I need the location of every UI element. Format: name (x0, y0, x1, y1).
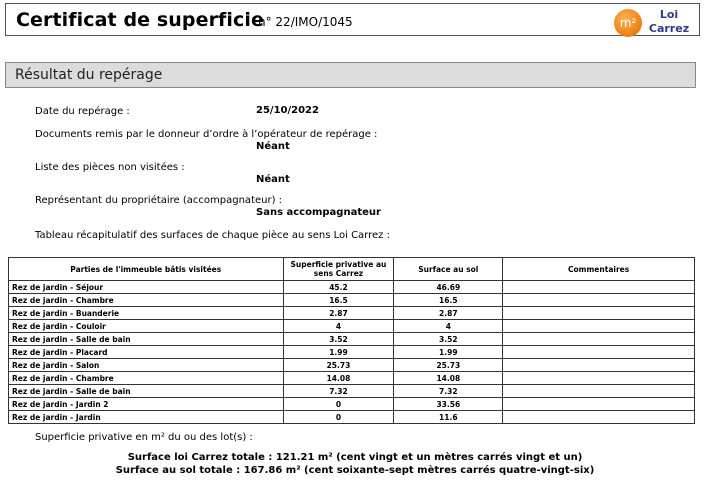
table-row (9, 346, 695, 359)
non-visited-value: Néant (256, 174, 290, 185)
cell-comment (503, 346, 695, 359)
section-title: Résultat du repérage (15, 67, 163, 83)
col-header-parts: Parties de l'immeuble bâtis visitées (9, 258, 284, 281)
cell-part: Rez de jardin - Chambre (9, 294, 284, 307)
cell-carrez: 0 (283, 398, 394, 411)
table-row (9, 385, 695, 398)
cell-part: Rez de jardin - Salle de bain (9, 333, 284, 346)
section-header (5, 62, 696, 88)
certificate-header (5, 3, 700, 36)
cell-sol: 46.69 (394, 281, 503, 294)
representative-label: Représentant du propriétaire (accompagnateur) : (35, 195, 283, 206)
table-row (9, 333, 695, 346)
surfaces-table (8, 257, 695, 424)
cell-carrez: 1.99 (283, 346, 394, 359)
table-row (9, 398, 695, 411)
carrez-total: Surface loi Carrez totale : 121.21 m² (cent vingt et un mètres carrés vingt et un) (127, 452, 583, 463)
cell-carrez: 4 (283, 320, 394, 333)
cell-comment (503, 320, 695, 333)
cell-sol: 25.73 (394, 359, 503, 372)
col-header-comments: Commentaires (503, 258, 695, 281)
summary-label: Superficie privative en m² du ou des lot(s) : (35, 432, 253, 443)
sol-total: Surface au sol totale : 167.86 m² (cent soixante-sept mètres carrés quatre-vingt-six) (115, 465, 595, 476)
cell-carrez: 16.5 (283, 294, 394, 307)
documents-label: Documents remis par le donneur d’ordre à l’opérateur de repérage : (35, 129, 378, 140)
cell-comment (503, 398, 695, 411)
cell-comment (503, 281, 695, 294)
cell-sol: 1.99 (394, 346, 503, 359)
documents-value: Néant (256, 141, 290, 152)
table-intro: Tableau récapitulatif des surfaces de chaque pièce au sens Loi Carrez : (35, 230, 390, 241)
logo-line-1: Loi (659, 8, 679, 21)
cell-part: Rez de jardin - Chambre (9, 372, 284, 385)
cell-comment (503, 411, 695, 424)
date-label: Date du repérage : (35, 106, 130, 117)
cell-part: Rez de jardin - Placard (9, 346, 284, 359)
cell-comment (503, 385, 695, 398)
logo-line-2: Carrez (648, 22, 690, 35)
table-row (9, 372, 695, 385)
cell-carrez: 7.32 (283, 385, 394, 398)
cell-part: Rez de jardin - Buanderie (9, 307, 284, 320)
cell-comment (503, 307, 695, 320)
table-row (9, 320, 695, 333)
cell-carrez: 2.87 (283, 307, 394, 320)
cell-sol: 14.08 (394, 372, 503, 385)
cell-part: Rez de jardin - Couloir (9, 320, 284, 333)
table-row (9, 359, 695, 372)
col-header-sol: Surface au sol (394, 258, 503, 281)
m2-logo-icon (614, 9, 642, 37)
table-header-row (9, 258, 695, 281)
cell-carrez: 0 (283, 411, 394, 424)
cell-comment (503, 294, 695, 307)
loi-carrez-logo (647, 8, 691, 36)
cell-sol: 4 (394, 320, 503, 333)
table-row (9, 294, 695, 307)
table-row (9, 281, 695, 294)
representative-value: Sans accompagnateur (256, 207, 381, 218)
cell-comment (503, 333, 695, 346)
cell-sol: 3.52 (394, 333, 503, 346)
logo-symbol: m² (619, 16, 637, 30)
cell-part: Rez de jardin - Jardin 2 (9, 398, 284, 411)
cell-part: Rez de jardin - Séjour (9, 281, 284, 294)
cell-part: Rez de jardin - Salon (9, 359, 284, 372)
col-header-carrez: Superficie privative au sens Carrez (283, 258, 394, 281)
cell-carrez: 3.52 (283, 333, 394, 346)
cell-sol: 33.56 (394, 398, 503, 411)
cell-sol: 2.87 (394, 307, 503, 320)
table-row (9, 411, 695, 424)
certificate-title: Certificat de superficie (16, 9, 264, 31)
cell-part: Rez de jardin - Salle de bain (9, 385, 284, 398)
date-value: 25/10/2022 (256, 105, 319, 116)
cell-sol: 7.32 (394, 385, 503, 398)
cell-comment (503, 359, 695, 372)
cell-part: Rez de jardin - Jardin (9, 411, 284, 424)
cell-carrez: 25.73 (283, 359, 394, 372)
cell-carrez: 14.08 (283, 372, 394, 385)
certificate-number: n° 22/IMO/1045 (258, 15, 353, 29)
cell-sol: 11.6 (394, 411, 503, 424)
cell-comment (503, 372, 695, 385)
non-visited-label: Liste des pièces non visitées : (35, 162, 185, 173)
cell-carrez: 45.2 (283, 281, 394, 294)
table-row (9, 307, 695, 320)
cell-sol: 16.5 (394, 294, 503, 307)
